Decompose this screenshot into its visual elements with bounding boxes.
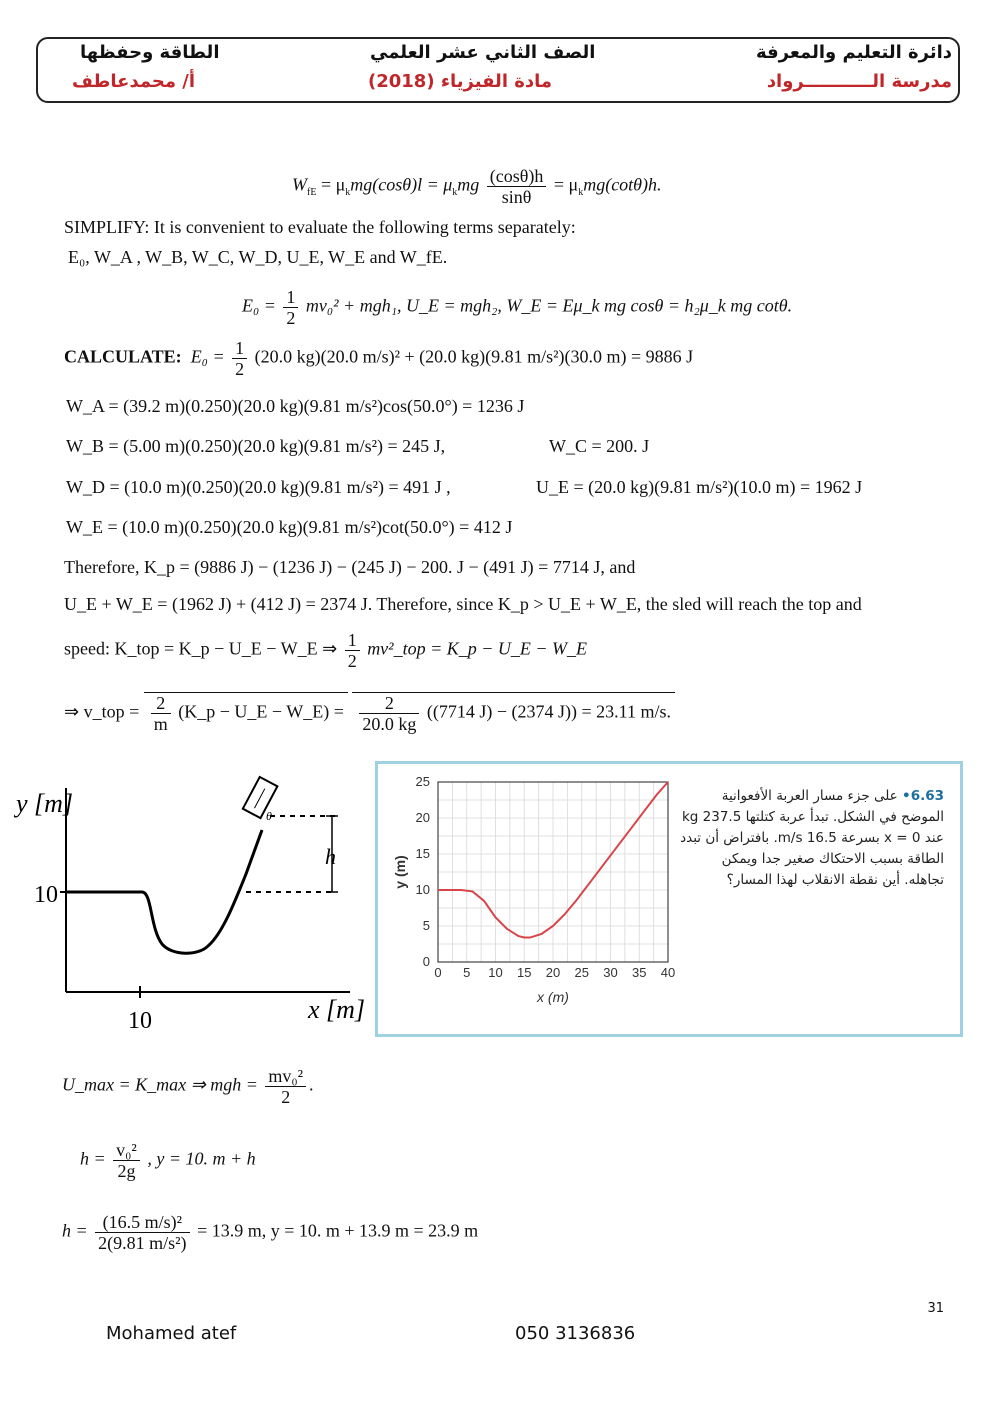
wb-equation: W_B = (5.00 m)(0.250)(20.0 kg)(9.81 m/s²) = 245 J, (66, 436, 446, 456)
therefore-line: Therefore, K_p = (9886 J) − (1236 J) − (245 J) − 200. J − (491 J) = 7714 J, and (64, 557, 636, 577)
sled-icon (243, 777, 278, 818)
vtop-equation: ⇒ v_top = $\frac{2}{m}$ (K_p − U_E − W_E) = $\frac{2}{20.0 kg}$ ((7714 J) − (2374 J)) = 23.11 m/s. (64, 692, 675, 734)
y-tick-label: 5 (422, 918, 430, 933)
x-tick-label: 30 (603, 965, 618, 980)
footer-name: Mohamed atef (106, 1323, 237, 1344)
wa-equation: W_A = (39.2 m)(0.250)(20.0 kg)(9.81 m/s²)cos(50.0°) = 1236 J (66, 396, 525, 416)
problem-text: 6.63• على جزء مسار العربة الأفعوانية الموضح في الشكل. تبدأ عربة كتلتها 237.5 kg عند x = 0 بسرعة 16.5 m/s. بافتراض أن تبدد الطاقة بسبب الاحتكاك صغير جدا ويمكن تجاهله. أين نقطة الانقلاب لهذا المسار؟ (680, 788, 944, 888)
sketch-y-tick: 10 (34, 882, 58, 908)
sketch-h-label: h (325, 844, 336, 869)
wc-equation: W_C = 200. J (549, 436, 650, 456)
x-tick-label: 5 (463, 965, 471, 980)
footer-phone: 050 3136836 (515, 1323, 636, 1344)
hcalc-equation: h = $\frac{\text{(16.5 m/s)²}}{\text{2(9.81 m/s²)}}$ = 13.9 m, y = 10. m + 13.9 m = 23.9 m (62, 1212, 479, 1253)
ue-we-line: U_E + W_E = (1962 J) + (412 J) = 2374 J. Therefore, since K_p > U_E + W_E, the sled will reach the top and (64, 594, 862, 614)
sketch-y-label: y [m] (16, 789, 74, 818)
y-tick-label: 20 (415, 810, 430, 825)
x-tick-label: 20 (545, 965, 561, 980)
x-tick-label: 0 (434, 965, 442, 980)
header-teacher: أ/ محمدعاطف (72, 71, 196, 92)
wfe-equation: $W_{fE} = \mu_kmg(\cos\theta)l = \mu_kmg$ $\frac{(\cos\theta)h}{\sin\theta}$ = $\mu_kmg(\cot\theta)h$. (292, 166, 662, 207)
x-tick-label: 25 (574, 965, 589, 980)
sketch-x-tick: 10 (128, 1008, 152, 1034)
header-department: دائرة التعليم والمعرفة (755, 42, 952, 63)
x-tick-label: 35 (632, 965, 647, 980)
textbook-figure (375, 761, 963, 1037)
e0-equation: E₀ = $\frac{1}{2}$ mv₀² + mgh₁, U_E = mgh₂, W_E = Eμ_k mg cosθ = h₂μ_k mg cotθ. (242, 287, 793, 328)
page-number: 31 (927, 1301, 944, 1316)
umax-equation: U_max = K_max ⇒ mgh = $\frac{\text{mv₀²}}{2}$ . (62, 1066, 314, 1107)
simplify-line: SIMPLIFY: It is convenient to evaluate the following terms separately: (64, 217, 576, 237)
wd-equation: W_D = (10.0 m)(0.250)(20.0 kg)(9.81 m/s²) = 491 J , (66, 477, 451, 497)
svg-text:θ: θ (266, 809, 272, 823)
y-axis-label: y (m) (392, 855, 408, 889)
sketch-track (66, 830, 262, 953)
sketch-x-label: x [m] (308, 995, 366, 1024)
header-school: مدرسة الـــــــــــرواد (766, 71, 952, 92)
x-tick-label: 15 (517, 965, 532, 980)
x-axis-label: x (m) (537, 989, 569, 1005)
h-equation: h = $\frac{\text{v₀²}}{2g}$ , y = 10. m + h (80, 1140, 256, 1181)
ue-equation: U_E = (20.0 kg)(9.81 m/s²)(10.0 m) = 1962 J (536, 477, 863, 497)
header-topic: الطاقة وحفظها (80, 42, 220, 63)
y-tick-label: 15 (415, 846, 430, 861)
x-tick-label: 10 (488, 965, 503, 980)
we-equation: W_E = (10.0 m)(0.250)(20.0 kg)(9.81 m/s²)cot(50.0°) = 412 J (66, 517, 513, 537)
y-tick-label: 0 (422, 954, 430, 969)
y-tick-label: 25 (415, 774, 430, 789)
roller-coaster-sketch (10, 768, 370, 1038)
header-grade: الصف الثاني عشر العلمي (370, 42, 596, 63)
terms-line: E₀, W_A , W_B, W_C, W_D, U_E, W_E and W_fE. (68, 247, 448, 267)
y-tick-label: 10 (415, 882, 430, 897)
header-subject: مادة الفيزياء (2018) (368, 71, 553, 92)
track-chart (383, 767, 683, 1032)
calculate-e0: CALCULATE: E₀ = $\frac{1}{2}$ (20.0 kg)(20.0 m/s)² + (20.0 kg)(9.81 m/s²)(30.0 m) = 9886 J (64, 338, 694, 379)
speed-line: speed: K_top = K_p − U_E − W_E ⇒ $\frac{1}{2}$ mv²_top = K_p − U_E − W_E (64, 630, 588, 671)
x-tick-label: 40 (660, 965, 676, 980)
